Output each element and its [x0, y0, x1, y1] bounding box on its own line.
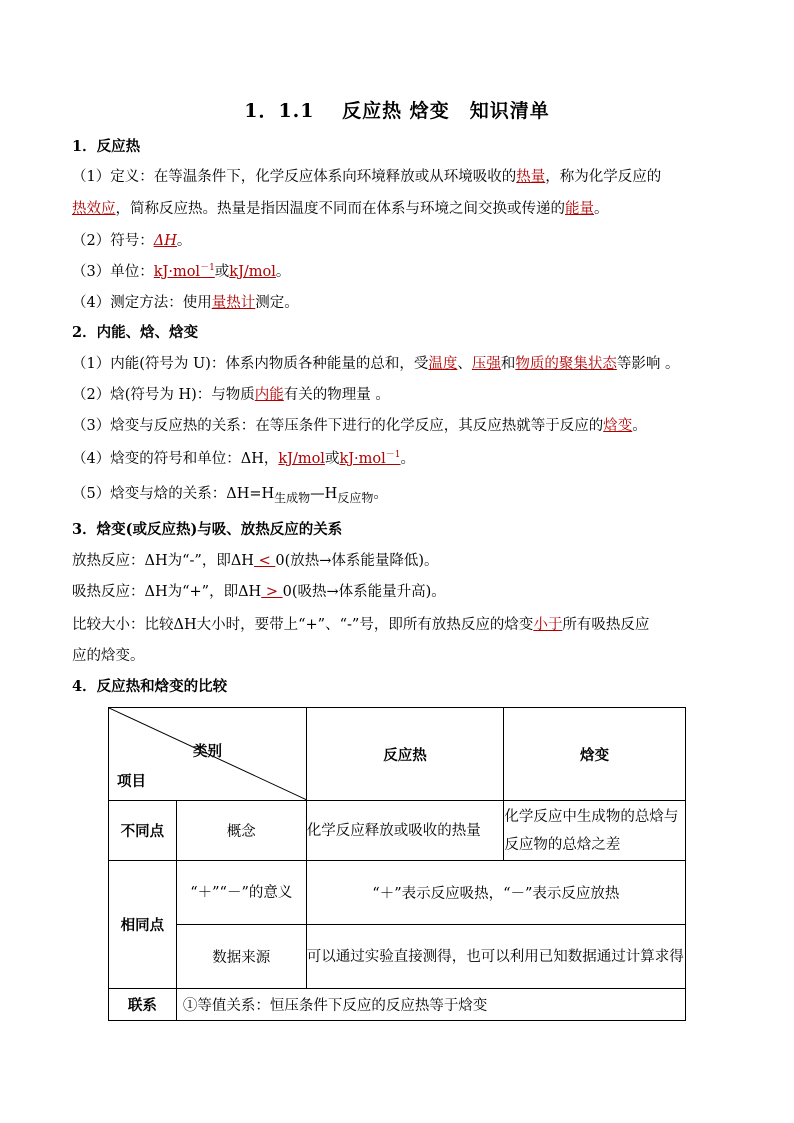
text: 或	[324, 451, 340, 467]
table-row	[109, 861, 686, 925]
superscript: －1	[200, 263, 215, 273]
diagonal-header-cell	[109, 708, 307, 801]
section-heading-internal-energy: 2．内能、焓、焓变	[72, 324, 199, 341]
text: （2）焓(符号为 H)：与物质	[72, 387, 255, 403]
definition-line-2	[72, 199, 609, 219]
endothermic-line	[72, 582, 446, 602]
text: —H	[310, 486, 338, 502]
row-label-difference: 不同点	[109, 801, 177, 861]
cell-data-source: 可以通过实验直接测得，也可以利用已知数据通过计算求得	[306, 925, 685, 989]
text: （1）内能(符号为 U)：体系内物质各种能量的总和，受	[72, 356, 429, 372]
text: （1）定义：在等温条件下，化学反应体系向环境释放或从环境吸收的	[72, 169, 517, 185]
text: （2）符号：	[72, 233, 154, 249]
symbol-unit-line	[72, 449, 415, 471]
text: 和	[500, 356, 516, 372]
table-row	[109, 925, 686, 989]
enthalpy-relation-line	[72, 484, 388, 504]
internal-energy-line	[72, 354, 679, 374]
section-heading-reaction-heat: 1．反应热	[72, 138, 141, 155]
row-label-link: 联系	[109, 989, 177, 1021]
answer-unit-b	[339, 451, 400, 467]
answer-symbol: ΔH	[153, 233, 177, 249]
subscript: 反应物	[337, 491, 374, 505]
text: 等影响 。	[616, 356, 680, 372]
table-header-row	[109, 708, 686, 801]
text: ，称为化学反应的	[545, 169, 662, 185]
answer-state: 物质的聚集状态	[515, 356, 617, 372]
subscript: 生成物	[274, 491, 311, 505]
relation-line	[72, 416, 647, 436]
answer-pressure: 压强	[471, 356, 501, 372]
text: ，简称反应热。热量是指因温度不同而在体系与环境之间交换或传递的	[115, 201, 565, 217]
answer-unit-1	[154, 264, 215, 280]
text: （5）焓变与焓的关系：ΔH=H	[72, 486, 275, 502]
answer-greater-than: >	[261, 584, 283, 600]
table-row	[109, 989, 686, 1021]
header-category: 类别	[193, 743, 222, 760]
header-reaction-heat: 反应热	[306, 708, 504, 801]
row-sublabel-concept: 概念	[176, 801, 306, 861]
unit-line	[72, 262, 290, 284]
cell-sign-meaning: “＋”表示反应吸热，“－”表示反应放热	[306, 861, 685, 925]
measurement-line	[72, 293, 299, 313]
answer-unit-a: kJ/mol	[278, 451, 325, 467]
text: kJ·mol	[339, 451, 386, 467]
answer-heat: 热量	[516, 169, 546, 185]
section-heading-relation: 3．焓变(或反应热)与吸、放热反应的关系	[72, 521, 343, 538]
text: 。	[275, 264, 291, 280]
text: 吸热反应：ΔH为“+”，即ΔH	[72, 584, 262, 600]
text: 。	[632, 418, 647, 434]
text: 测定。	[255, 295, 299, 311]
page-title: 1．1.1 反应热 焓变 知识清单	[244, 100, 550, 122]
definition-line-1	[72, 167, 661, 187]
answer-internal-energy: 内能	[254, 387, 284, 403]
symbol-line	[72, 231, 191, 251]
header-enthalpy-change: 焓变	[504, 708, 686, 801]
cell-concept-reaction-heat: 化学反应释放或吸收的热量	[306, 801, 504, 861]
answer-thermal-effect: 热效应	[72, 201, 116, 217]
answer-less-than: <	[253, 553, 276, 569]
exothermic-line	[72, 551, 439, 571]
text: kJ·mol	[153, 264, 201, 280]
text: 。	[176, 233, 192, 249]
section-heading-comparison: 4．反应热和焓变的比较	[72, 678, 228, 695]
text: 比较大小：比较ΔH大小时，要带上“+”、“-”号，即所有放热反应的焓变	[72, 617, 534, 633]
text: （4）测定方法：使用	[72, 295, 212, 311]
comparison-table	[108, 707, 686, 1021]
cell-concept-enthalpy: 化学反应中生成物的总焓与反应物的总焓之差	[504, 801, 686, 861]
text: 、	[457, 356, 472, 372]
text: 。	[594, 201, 609, 217]
row-sublabel-data-source: 数据来源	[176, 925, 306, 989]
text: 放热反应：ΔH为“-”，即ΔH	[72, 553, 254, 569]
text: （3）单位：	[72, 264, 154, 280]
row-sublabel-sign: “＋”“－”的意义	[176, 861, 306, 925]
answer-less: 小于	[533, 617, 563, 633]
header-item: 项目	[117, 773, 146, 790]
answer-temperature: 温度	[428, 356, 458, 372]
text: （4）焓变的符号和单位：ΔH，	[72, 451, 279, 467]
cell-link: ①等值关系：恒压条件下反应的反应热等于焓变	[176, 989, 685, 1021]
superscript: －1	[385, 450, 401, 460]
row-label-same: 相同点	[109, 861, 177, 989]
answer-enthalpy-change: 焓变	[603, 418, 633, 434]
text: 有关的物理量 。	[283, 387, 390, 403]
text: 。	[400, 451, 416, 467]
text: 0(放热→体系能量降低)。	[275, 553, 439, 569]
table-row	[109, 801, 686, 861]
answer-energy: 能量	[565, 201, 594, 217]
compare-line-1	[72, 615, 649, 635]
answer-calorimeter: 量热计	[211, 295, 256, 311]
answer-unit-2: kJ/mol	[229, 264, 276, 280]
enthalpy-line	[72, 385, 390, 405]
text: （3）焓变与反应热的关系：在等压条件下进行的化学反应，其反应热就等于反应的	[72, 418, 604, 434]
text: 。	[373, 486, 388, 502]
text: 或	[214, 264, 230, 280]
text: 所有吸热反应	[562, 617, 650, 633]
text: 0(吸热→体系能量升高)。	[282, 584, 446, 600]
compare-line-2: 应的焓变。	[72, 648, 145, 664]
